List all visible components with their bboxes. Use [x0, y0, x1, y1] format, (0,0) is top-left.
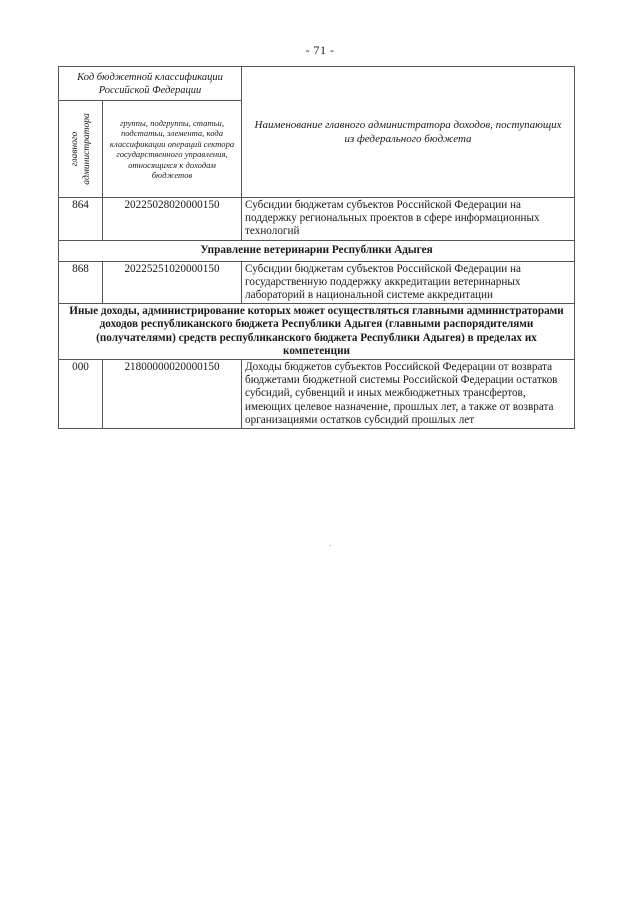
income-name-cell: Доходы бюджетов субъектов Российской Федерации от возврата бюджетами бюджетной системы Российской Федерации остатков субсидий, субвенций и иных межбюджетных трансфертов, имеющих целевое назначение, прошлых лет, а также от возврата организациями остатков субсидий прошлых лет — [242, 360, 575, 429]
income-code-cell: 21800000020000150 — [103, 360, 242, 429]
income-name-cell: Субсидии бюджетам субъектов Российской Федерации на поддержку региональных проектов в сфере информационных технологий — [242, 198, 575, 241]
admin-code-cell: 000 — [59, 360, 103, 429]
scan-speck — [330, 545, 331, 546]
admin-code-cell: 868 — [59, 261, 103, 304]
header-kbk-title: Код бюджетной классификации Российской Федерации — [59, 67, 242, 101]
section-row — [59, 304, 575, 360]
header-group-column: группы, подгруппы, статьи, подстатьи, элемента, кода классификации операций сектора государственного управления, относящихся к доходам бюджетов — [103, 101, 242, 198]
table-row — [59, 198, 575, 241]
budget-classification-table — [58, 66, 575, 429]
income-code-cell: 20225028020000150 — [103, 198, 242, 241]
header-admin-label: главного администратора — [69, 113, 92, 185]
section-title: Управление ветеринарии Республики Адыгея — [59, 240, 575, 261]
section-row — [59, 240, 575, 261]
admin-code-cell: 864 — [59, 198, 103, 241]
header-name-column: Наименование главного администратора доходов, поступающих из федерального бюджета — [242, 67, 575, 198]
table-row — [59, 261, 575, 304]
header-admin-column — [59, 101, 103, 198]
section-title: Иные доходы, администрирование которых может осуществляться главными администраторами доходов республиканского бюджета Республики Адыгея (главными распорядителями (получателями) средств республиканского бюджета Республики Адыгея) в пределах их компетенции — [59, 304, 575, 360]
income-name-cell: Субсидии бюджетам субъектов Российской Федерации на государственную поддержку аккредитации ветеринарных лабораторий в национальной системе аккредитации — [242, 261, 575, 304]
header-row-top — [59, 67, 575, 101]
income-code-cell: 20225251020000150 — [103, 261, 242, 304]
page-number: - 71 - — [305, 43, 335, 57]
table-row — [59, 360, 575, 429]
